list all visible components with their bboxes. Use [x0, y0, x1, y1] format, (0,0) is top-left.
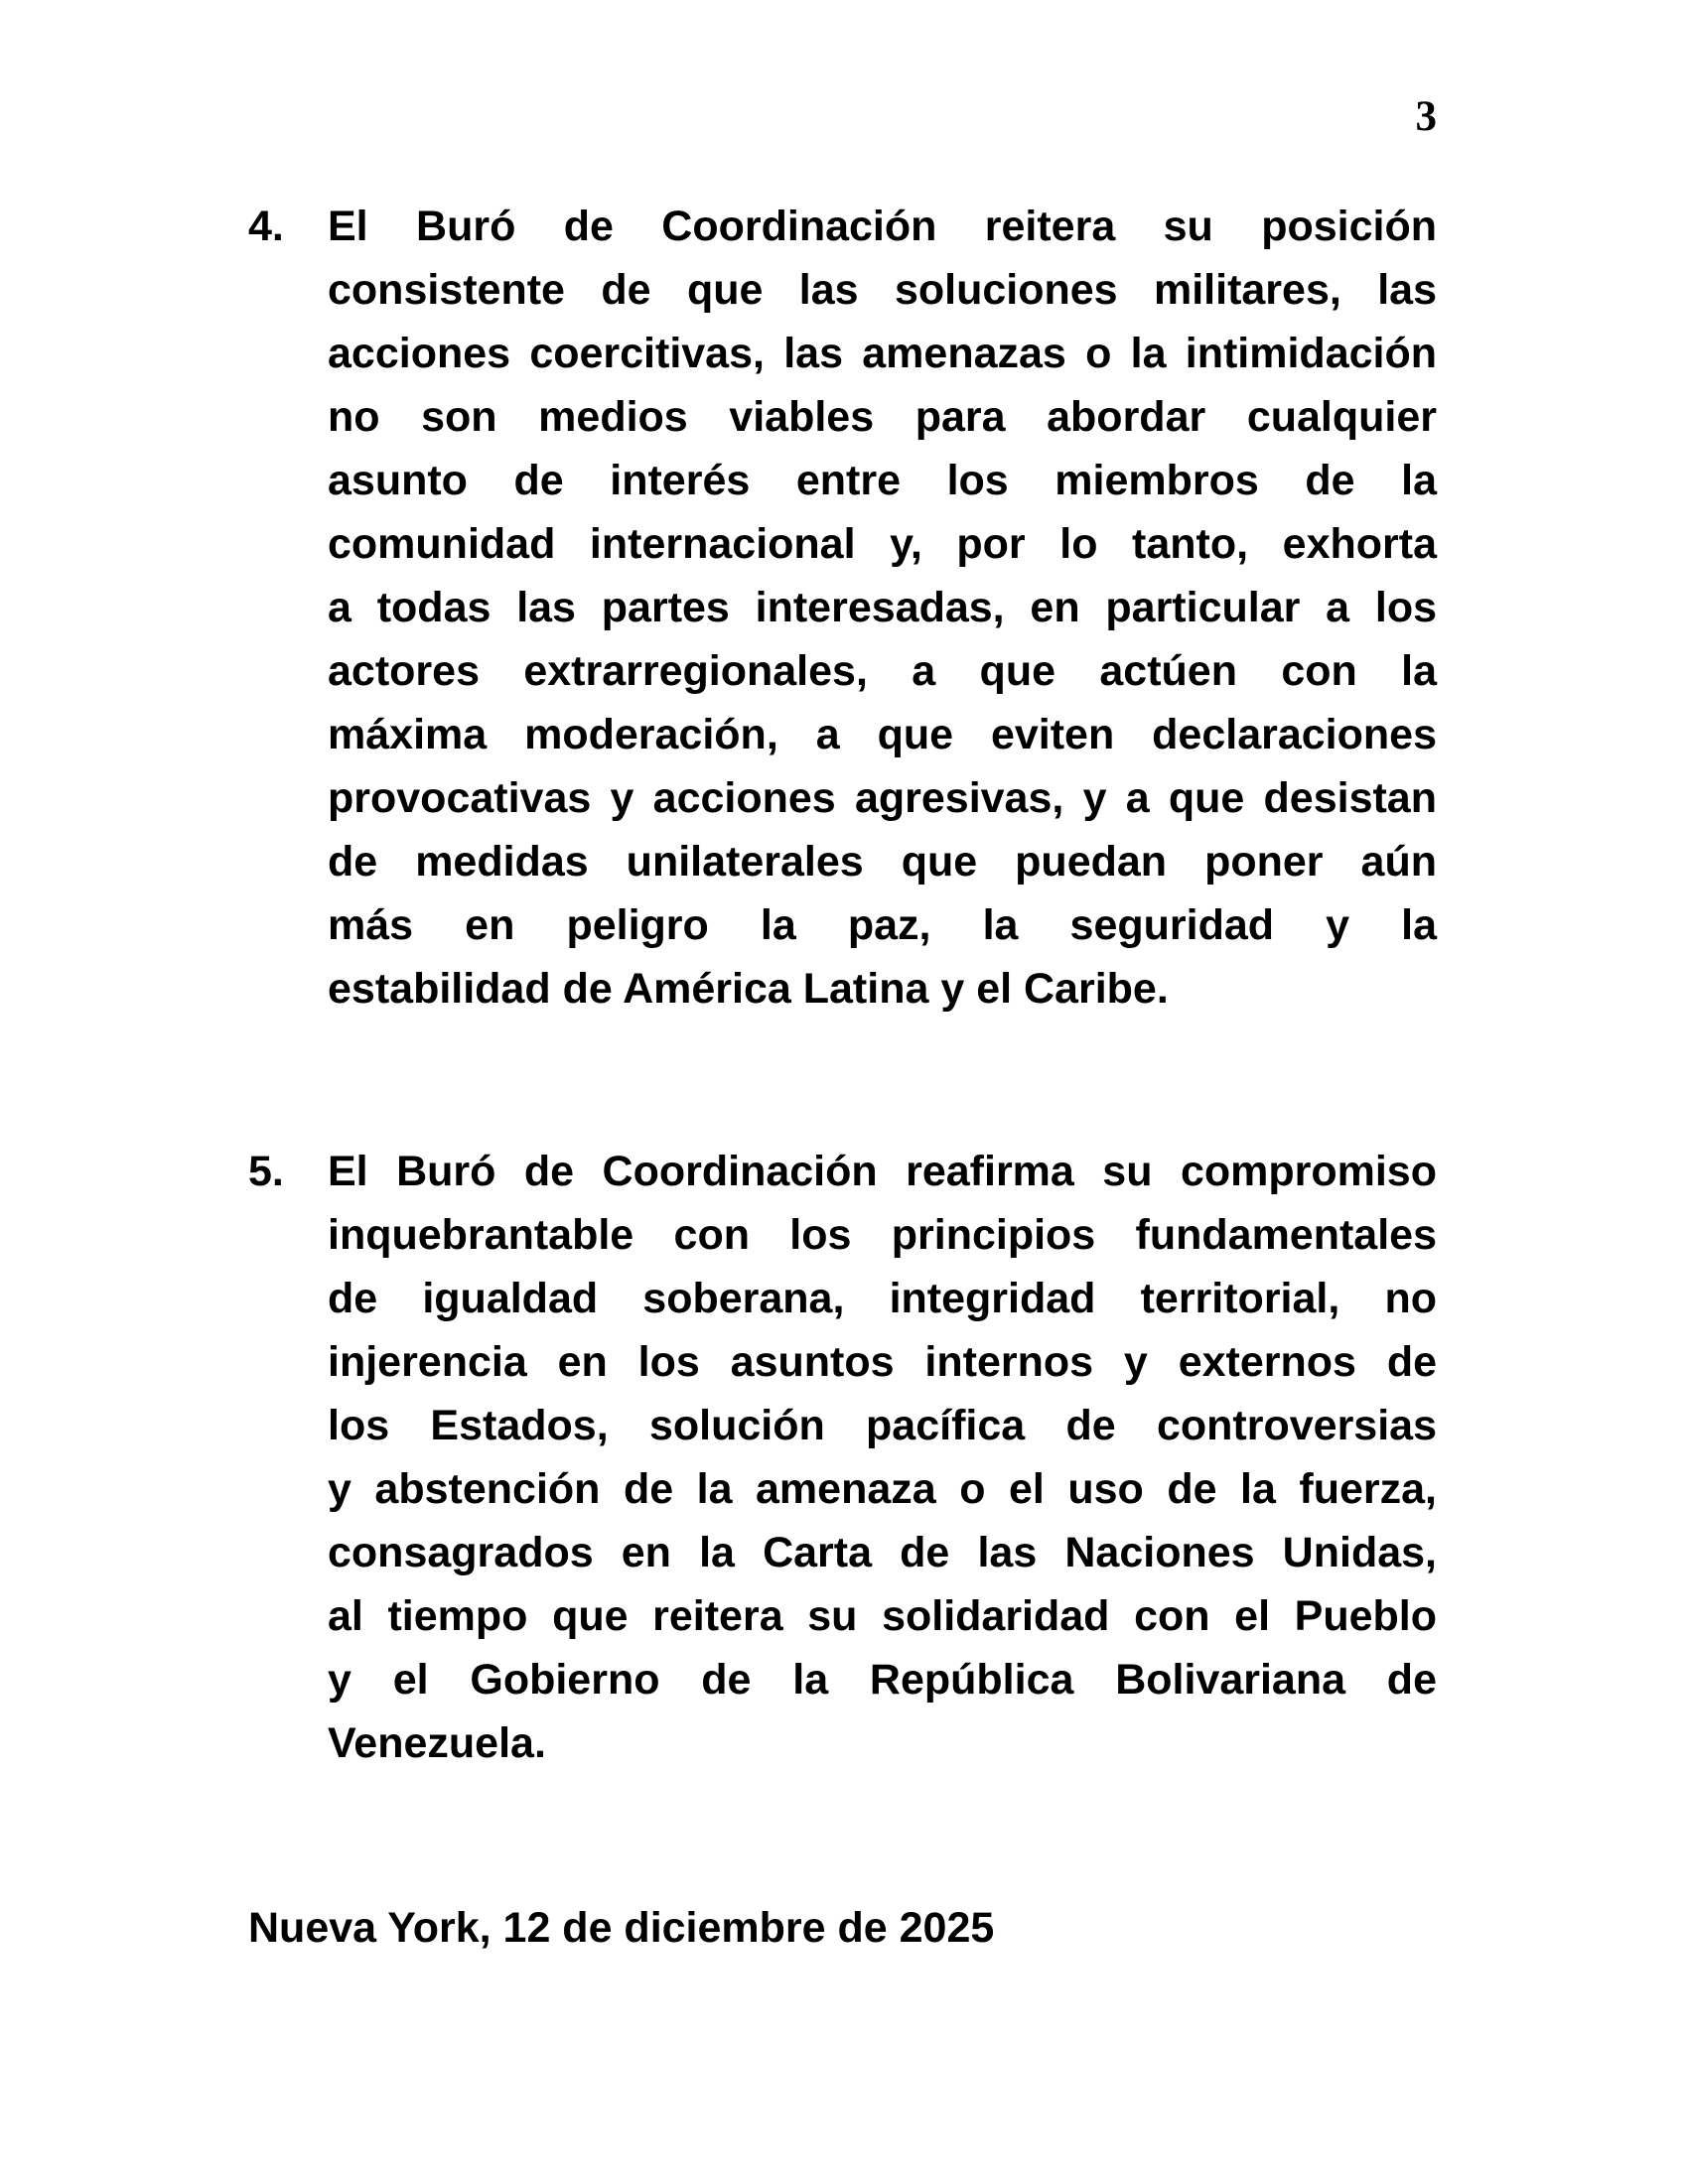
paragraph-4-body — [328, 195, 1437, 1021]
paragraph-4 — [248, 195, 1437, 1021]
text-line: los Estados, solución pacífica de controversias — [328, 1402, 1437, 1449]
text-line: no son medios viables para abordar cualquier — [328, 393, 1437, 441]
paragraph-4-number: 4. — [248, 203, 284, 250]
text-line: El Buró de Coordinación reitera su posición — [328, 203, 1437, 250]
text-line: y el Gobierno de la República Bolivariana de — [328, 1656, 1437, 1704]
text-line: actores extrarregionales, a que actúen con la — [328, 647, 1437, 695]
text-line: y abstención de la amenaza o el uso de la fuerza, — [328, 1465, 1437, 1513]
text-line: asunto de interés entre los miembros de la — [328, 457, 1437, 504]
dateline: Nueva York, 12 de diciembre de 2025 — [248, 1904, 995, 1952]
text-line: Venezuela. — [328, 1719, 546, 1767]
paragraph-5-body — [328, 1140, 1437, 1775]
text-line: injerencia en los asuntos internos y externos de — [328, 1338, 1437, 1386]
text-line: estabilidad de América Latina y el Caribe. — [328, 965, 1169, 1013]
text-line: de igualdad soberana, integridad territorial, no — [328, 1275, 1437, 1322]
text-line: provocativas y acciones agresivas, y a que desistan — [328, 774, 1437, 822]
text-line: a todas las partes interesadas, en particular a los — [328, 584, 1437, 631]
text-line: consagrados en la Carta de las Naciones Unidas, — [328, 1529, 1437, 1576]
paragraph-5 — [248, 1140, 1437, 1775]
text-line: El Buró de Coordinación reafirma su compromiso — [328, 1148, 1437, 1195]
text-line: acciones coercitivas, las amenazas o la intimidación — [328, 330, 1437, 377]
text-line: comunidad internacional y, por lo tanto, exhorta — [328, 520, 1437, 568]
text-line: inquebrantable con los principios fundamentales — [328, 1211, 1437, 1259]
page-number: 3 — [1415, 93, 1437, 140]
text-line: consistente de que las soluciones militares, las — [328, 266, 1437, 314]
paragraph-5-number: 5. — [248, 1148, 284, 1195]
text-line: más en peligro la paz, la seguridad y la — [328, 901, 1437, 949]
text-line: de medidas unilaterales que puedan poner aún — [328, 838, 1437, 886]
text-line: al tiempo que reitera su solidaridad con el Pueblo — [328, 1592, 1437, 1640]
text-line: máxima moderación, a que eviten declaraciones — [328, 711, 1437, 758]
